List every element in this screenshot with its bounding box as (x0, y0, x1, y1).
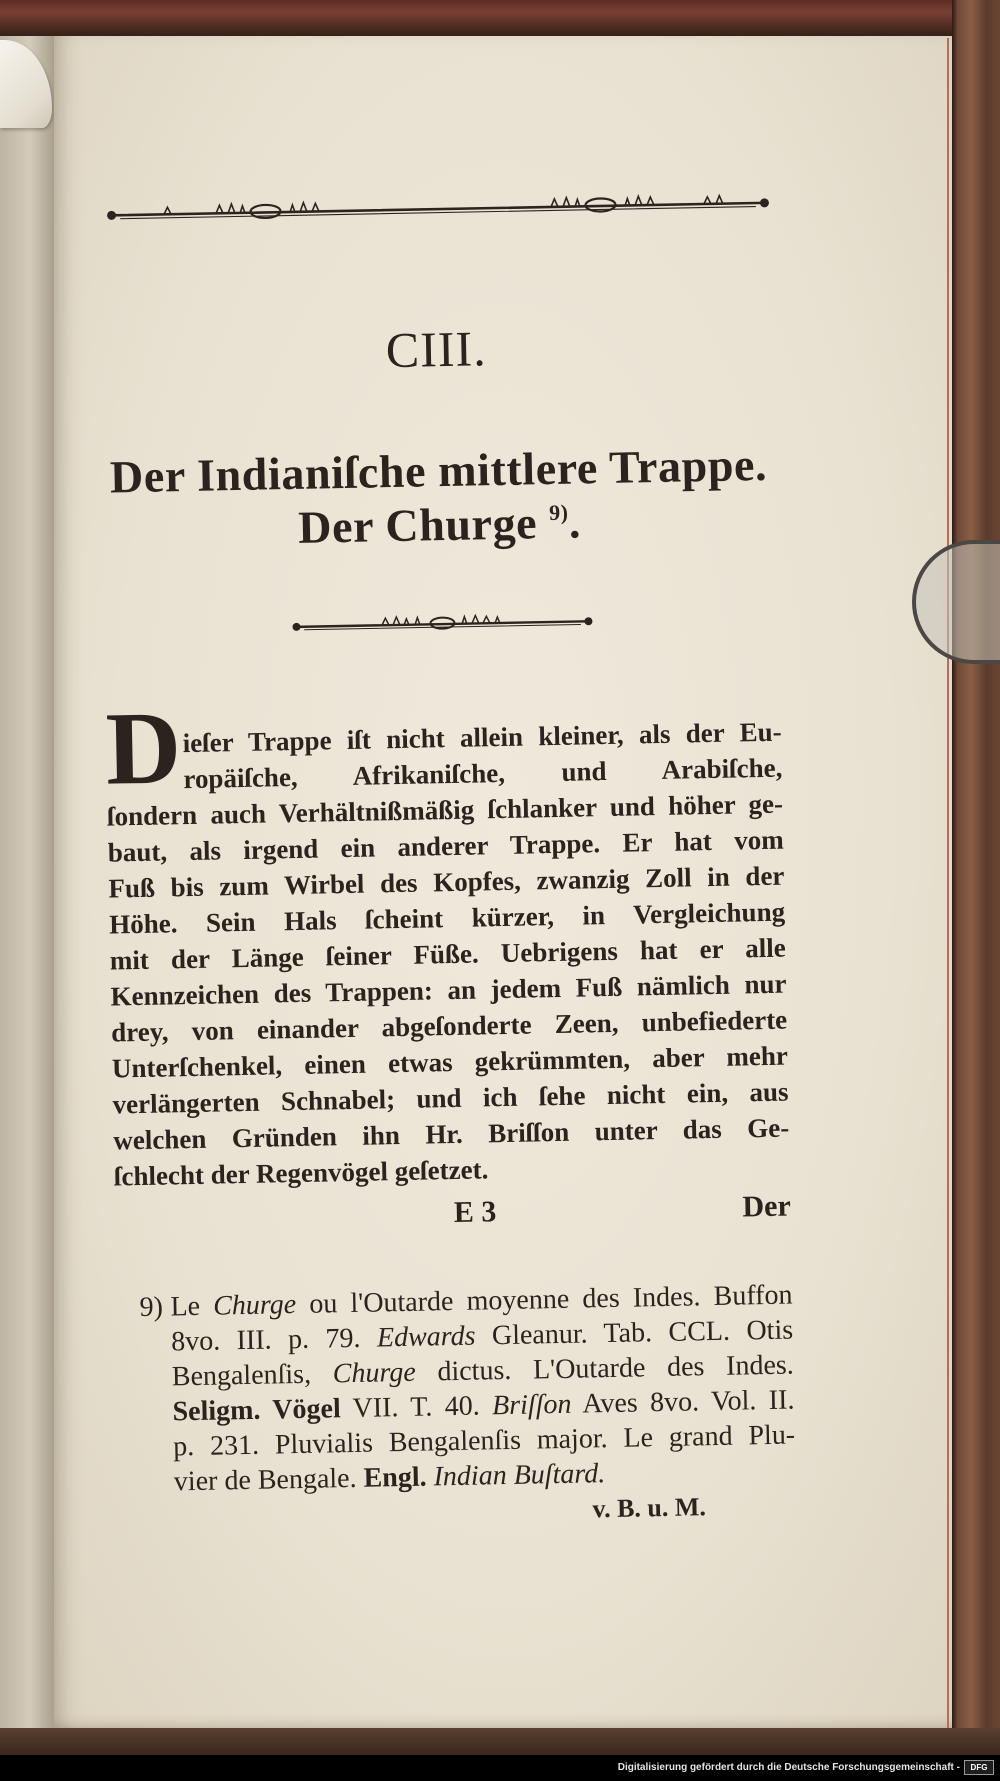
subtitle-period: . (568, 496, 582, 548)
body-line: ſondern auch Verhältnißmäßig ſchlanker und höher ge- (106, 788, 784, 832)
body-line: ropäiſche, Afrikaniſche, und Arabiſche, (183, 752, 783, 795)
body-line: ieſer Trappe iſt nicht allein kleiner, als der Eu- (182, 716, 782, 759)
left-page-edge (0, 36, 54, 1755)
digitization-credit-bar (0, 1755, 1000, 1781)
body-line: Höhe. Sein Hals ſcheint kürzer, in Vergleichung (108, 896, 786, 940)
body-line: welchen Gründen ihn Hr. Briſſon unter das Ge- (113, 1112, 790, 1156)
catchword: Der (742, 1189, 792, 1224)
subtitle-text: Der Churge (297, 497, 538, 553)
footnote-fraktur-text: Seligm. Vögel (172, 1393, 342, 1428)
catch-line (114, 1189, 791, 1238)
footnote-text: Aves 8vo. Vol. II. (571, 1384, 795, 1420)
chapter-number: CIII. (385, 320, 488, 379)
footnote-attribution: v. B. u. M. (592, 1492, 707, 1524)
header-ornament (104, 191, 771, 226)
title-ornament (290, 611, 594, 635)
body-line: Unterſchenkel, einen etwas gekrümmten, aber mehr (111, 1040, 789, 1084)
footnote-reference: 9) (548, 499, 569, 526)
book-binding (952, 0, 1000, 1755)
chapter-subtitle (101, 491, 778, 560)
body-line: drey, von einander abgeſonderte Zeen, unbefiederte (110, 1004, 788, 1048)
chapter-title: Der Indianiſche mittlere Trappe. (109, 438, 768, 503)
footnote-text: VII. T. 40. (340, 1390, 493, 1425)
footnote-marker: 9) (139, 1291, 164, 1324)
signature-mark: E 3 (453, 1195, 497, 1229)
footnote-text: vier de Bengale. (173, 1462, 364, 1498)
footnote (170, 1278, 796, 1500)
book-cover-bottom (0, 1728, 1000, 1755)
body-line: mit der Länge ſeiner Füße. Uebrigens hat er alle (109, 932, 787, 976)
page-edge (947, 38, 949, 1728)
footnote-italic-text: Churge (212, 1289, 297, 1322)
footnote-italic-text: Briſſon (491, 1388, 572, 1422)
footnote-text: dictus. L'Outarde des Indes. (415, 1349, 795, 1388)
top-book-edge (0, 0, 1000, 40)
body-line: Kennzeichen des Trappen: an jedem Fuß nämlich nur (110, 968, 787, 1012)
footnote-italic-text: Churge (332, 1356, 417, 1390)
body-line: baut, als irgend ein anderer Trappe. Er hat vom (107, 824, 784, 868)
footnote-text: p. 231. Pluvialis Bengalenſis major. Le grand Plu- (172, 1419, 796, 1463)
body-line: Fuß bis zum Wirbel des Kopfes, zwanzig Zoll in der (108, 860, 785, 904)
footnote-text: Gleanur. Tab. CCL. Otis (475, 1314, 794, 1352)
body-text (105, 714, 790, 1195)
footnote-text: ou l'Outarde moyenne des Indes. Buffon (295, 1279, 793, 1321)
footnote-fraktur-text: Engl. (363, 1461, 427, 1494)
footnote-italic-text: Indian Buſtard. (426, 1458, 606, 1493)
dfg-logo: DFG (964, 1760, 994, 1775)
footnote-italic-text: Edwards (376, 1320, 476, 1354)
footnote-text: 8vo. III. p. 79. (170, 1322, 378, 1358)
page-content (87, 183, 813, 1536)
footnote-text: Bengalenſis, (171, 1358, 334, 1393)
credit-text: Digitalisierung gefördert durch die Deutsche Forschungsgemeinschaft - (617, 1762, 960, 1773)
body-line: ſchlecht der Regenvögel geſetzet. (113, 1154, 489, 1192)
body-line: verlängerten Schnabel; und ich ſehe nicht ein, aus (112, 1076, 789, 1120)
footnote-text: Le (170, 1290, 214, 1323)
drop-cap: D (104, 690, 183, 807)
